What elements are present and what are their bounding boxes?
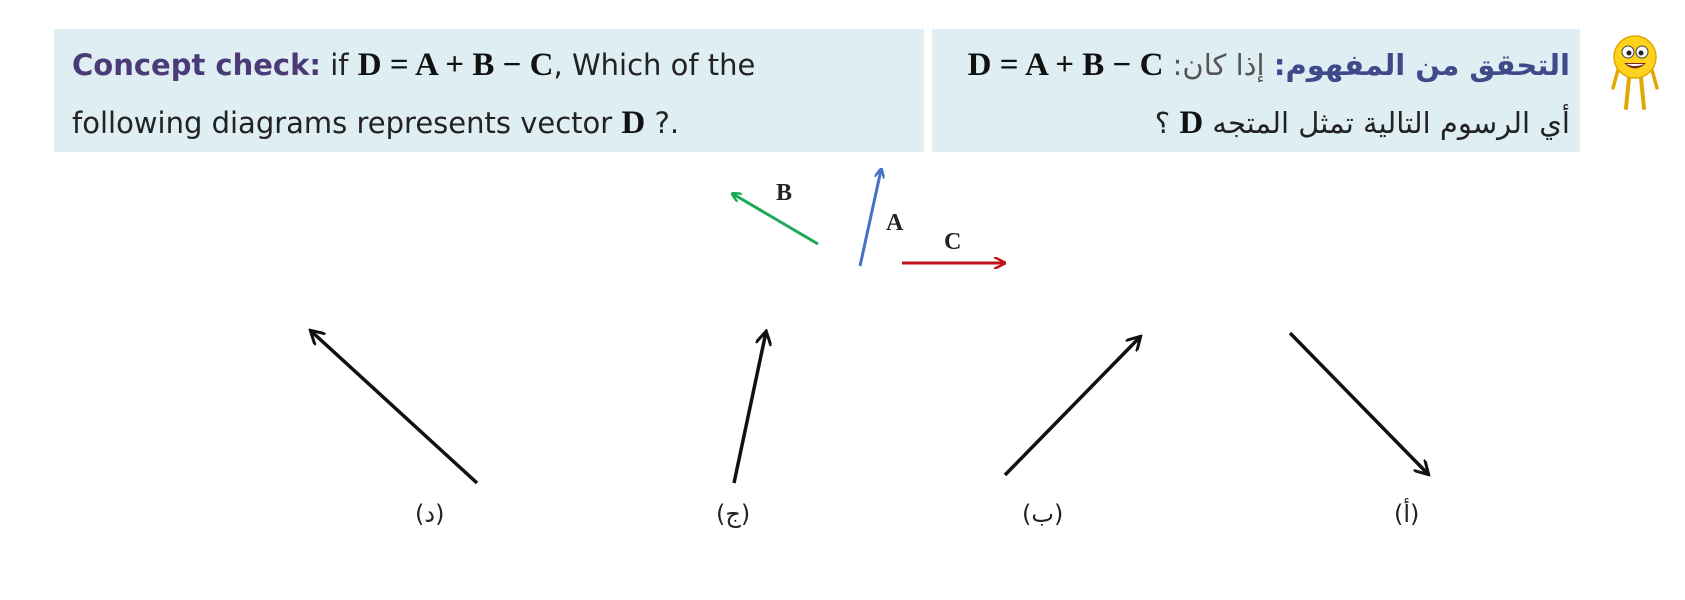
option-d-arrow <box>311 331 477 483</box>
if-text: if <box>330 48 349 82</box>
option-a-arrow <box>1290 333 1428 474</box>
vector-c-label: C <box>944 229 962 255</box>
question-part-1: , Which of the <box>553 48 756 82</box>
equation: D = A + B − C <box>357 47 554 83</box>
if-text-ar: إذا كان: <box>1172 48 1265 82</box>
concept-check-heading-ar: التحقق من المفهوم: <box>1273 48 1570 82</box>
equation-ar: D = A + B − C <box>967 47 1164 83</box>
question-mark-ar: ؟ <box>1154 106 1171 140</box>
concept-check-heading: Concept check: <box>72 48 322 82</box>
option-label-a: (أ) <box>1394 500 1420 528</box>
vector-b-label: B <box>776 180 793 206</box>
option-label-c: (ج) <box>716 500 751 528</box>
vector-d: D <box>621 105 646 141</box>
question-part-2: following diagrams represents vector <box>72 106 613 140</box>
vector-a-arrow <box>860 170 881 266</box>
option-label-d: (د) <box>415 500 445 528</box>
question-ar: أي الرسوم التالية تمثل المتجه <box>1212 106 1570 140</box>
option-c-arrow <box>734 332 766 483</box>
vector-a-label: A <box>886 210 904 236</box>
question-end: ?. <box>654 106 680 140</box>
option-label-b: (ب) <box>1022 500 1064 528</box>
vector-d-ar: D <box>1179 105 1204 141</box>
option-b-arrow <box>1005 337 1140 475</box>
